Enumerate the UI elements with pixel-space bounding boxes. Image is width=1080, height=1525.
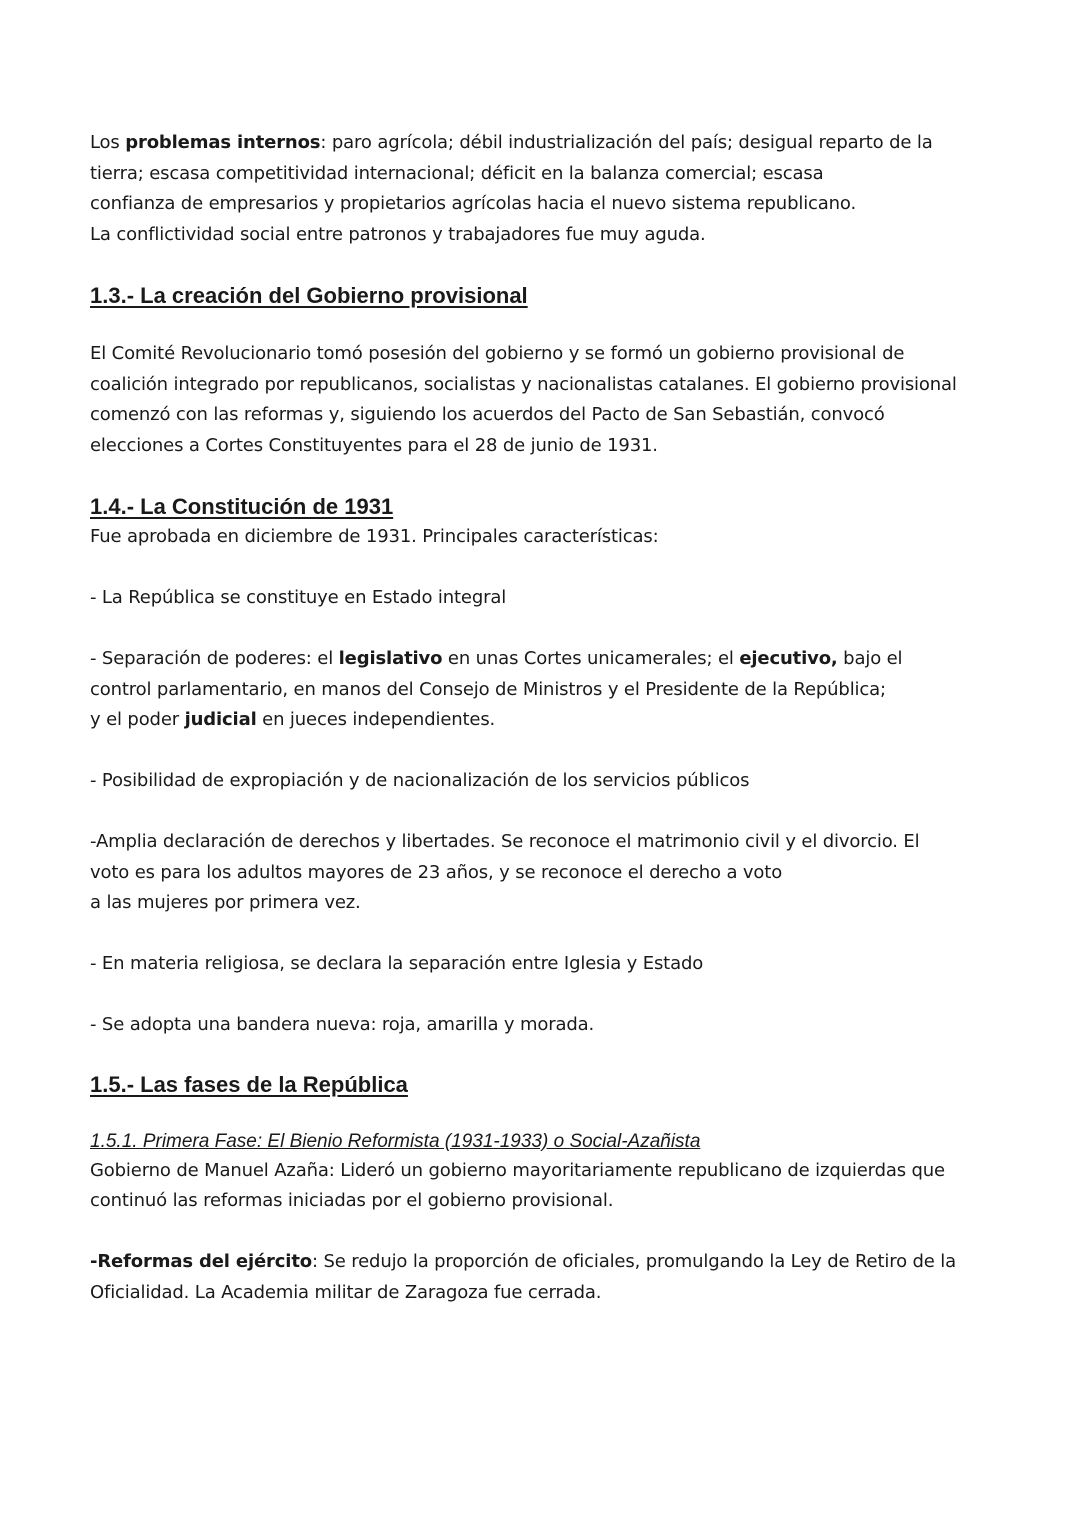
paragraph-line: elecciones a Cortes Constituyentes para el 28 de junio de 1931. — [90, 434, 658, 456]
text-run: : Se redujo la proporción de oficiales, promulgando la Ley de Retiro de la — [312, 1251, 957, 1272]
list-item-line: a las mujeres por primera vez. — [90, 892, 361, 913]
section-heading-1-3: 1.3.- La creación del Gobierno provisional — [90, 283, 528, 308]
list-item-line: -Amplia declaración de derechos y libertades. Se reconoce el matrimonio civil y el divorcio. El — [90, 831, 920, 852]
intro-line1-rest: : paro agrícola; débil industrialización del país; desigual reparto de la — [320, 132, 933, 153]
list-item-line — [90, 644, 990, 675]
text-run: y el poder — [90, 709, 185, 730]
paragraph-line: coalición integrado por republicanos, socialistas y nacionalistas catalanes. El gobierno provisional — [90, 373, 957, 395]
intro-paragraph — [90, 128, 990, 250]
document-page — [90, 128, 990, 1308]
section-1-3-paragraph — [90, 339, 990, 461]
list-item: - Se adopta una bandera nueva: roja, amarilla y morada. — [90, 1014, 595, 1035]
text-run: bajo el — [837, 648, 903, 669]
list-item — [90, 644, 990, 736]
list-item-line: voto es para los adultos mayores de 23 años, y se reconoce el derecho a voto — [90, 861, 783, 883]
section-heading-1-4: 1.4.- La Constitución de 1931 — [90, 494, 394, 519]
bold-run: judicial — [184, 709, 257, 730]
list-item: - En materia religiosa, se declara la separación entre Iglesia y Estado — [90, 953, 704, 974]
intro-line: La conflictividad social entre patronos y trabajadores fue muy aguda. — [90, 223, 706, 245]
section-heading-1-5: 1.5.- Las fases de la República — [90, 1071, 408, 1097]
text-run: en jueces independientes. — [256, 709, 496, 730]
bold-run: -Reformas del ejército — [90, 1251, 312, 1272]
paragraph-line — [90, 1247, 990, 1278]
intro-lead-bold: problemas internos — [125, 132, 321, 153]
intro-line: confianza de empresarios y propietarios agrícolas hacia el nuevo sistema republicano. — [90, 193, 857, 214]
paragraph-line: El Comité Revolucionario tomó posesión del gobierno y se formó un gobierno provisional de — [90, 343, 905, 364]
list-item: - La República se constituye en Estado integral — [90, 587, 507, 608]
intro-line — [90, 128, 990, 159]
section-1-4-intro: Fue aprobada en diciembre de 1931. Principales características: — [90, 526, 659, 547]
subsection-heading-1-5-1: 1.5.1. Primera Fase: El Bienio Reformista (1931-1933) o Social-Azañista — [90, 1130, 701, 1152]
bold-run: legislativo — [338, 648, 443, 669]
text-run: - Separación de poderes: el — [90, 648, 339, 669]
paragraph-line: Oficialidad. La Academia militar de Zaragoza fue cerrada. — [90, 1281, 602, 1303]
list-item — [90, 827, 990, 919]
list-item-line — [90, 705, 990, 736]
list-item: - Posibilidad de expropiación y de nacionalización de los servicios públicos — [90, 770, 750, 791]
intro-line: tierra; escasa competitividad internacional; déficit en la balanza comercial; escasa — [90, 162, 824, 184]
intro-lead: Los — [90, 132, 126, 153]
text-run: en unas Cortes unicamerales; el — [442, 648, 740, 669]
paragraph-line: continuó las reformas iniciadas por el gobierno provisional. — [90, 1190, 614, 1211]
paragraph-line: comenzó con las reformas y, siguiendo los acuerdos del Pacto de San Sebastián, convocó — [90, 404, 885, 425]
paragraph-line: Gobierno de Manuel Azaña: Lideró un gobierno mayoritariamente republicano de izquierdas que — [90, 1159, 945, 1181]
list-item-line: control parlamentario, en manos del Consejo de Ministros y el Presidente de la República; — [90, 678, 886, 700]
bold-run: ejecutivo, — [739, 648, 838, 669]
